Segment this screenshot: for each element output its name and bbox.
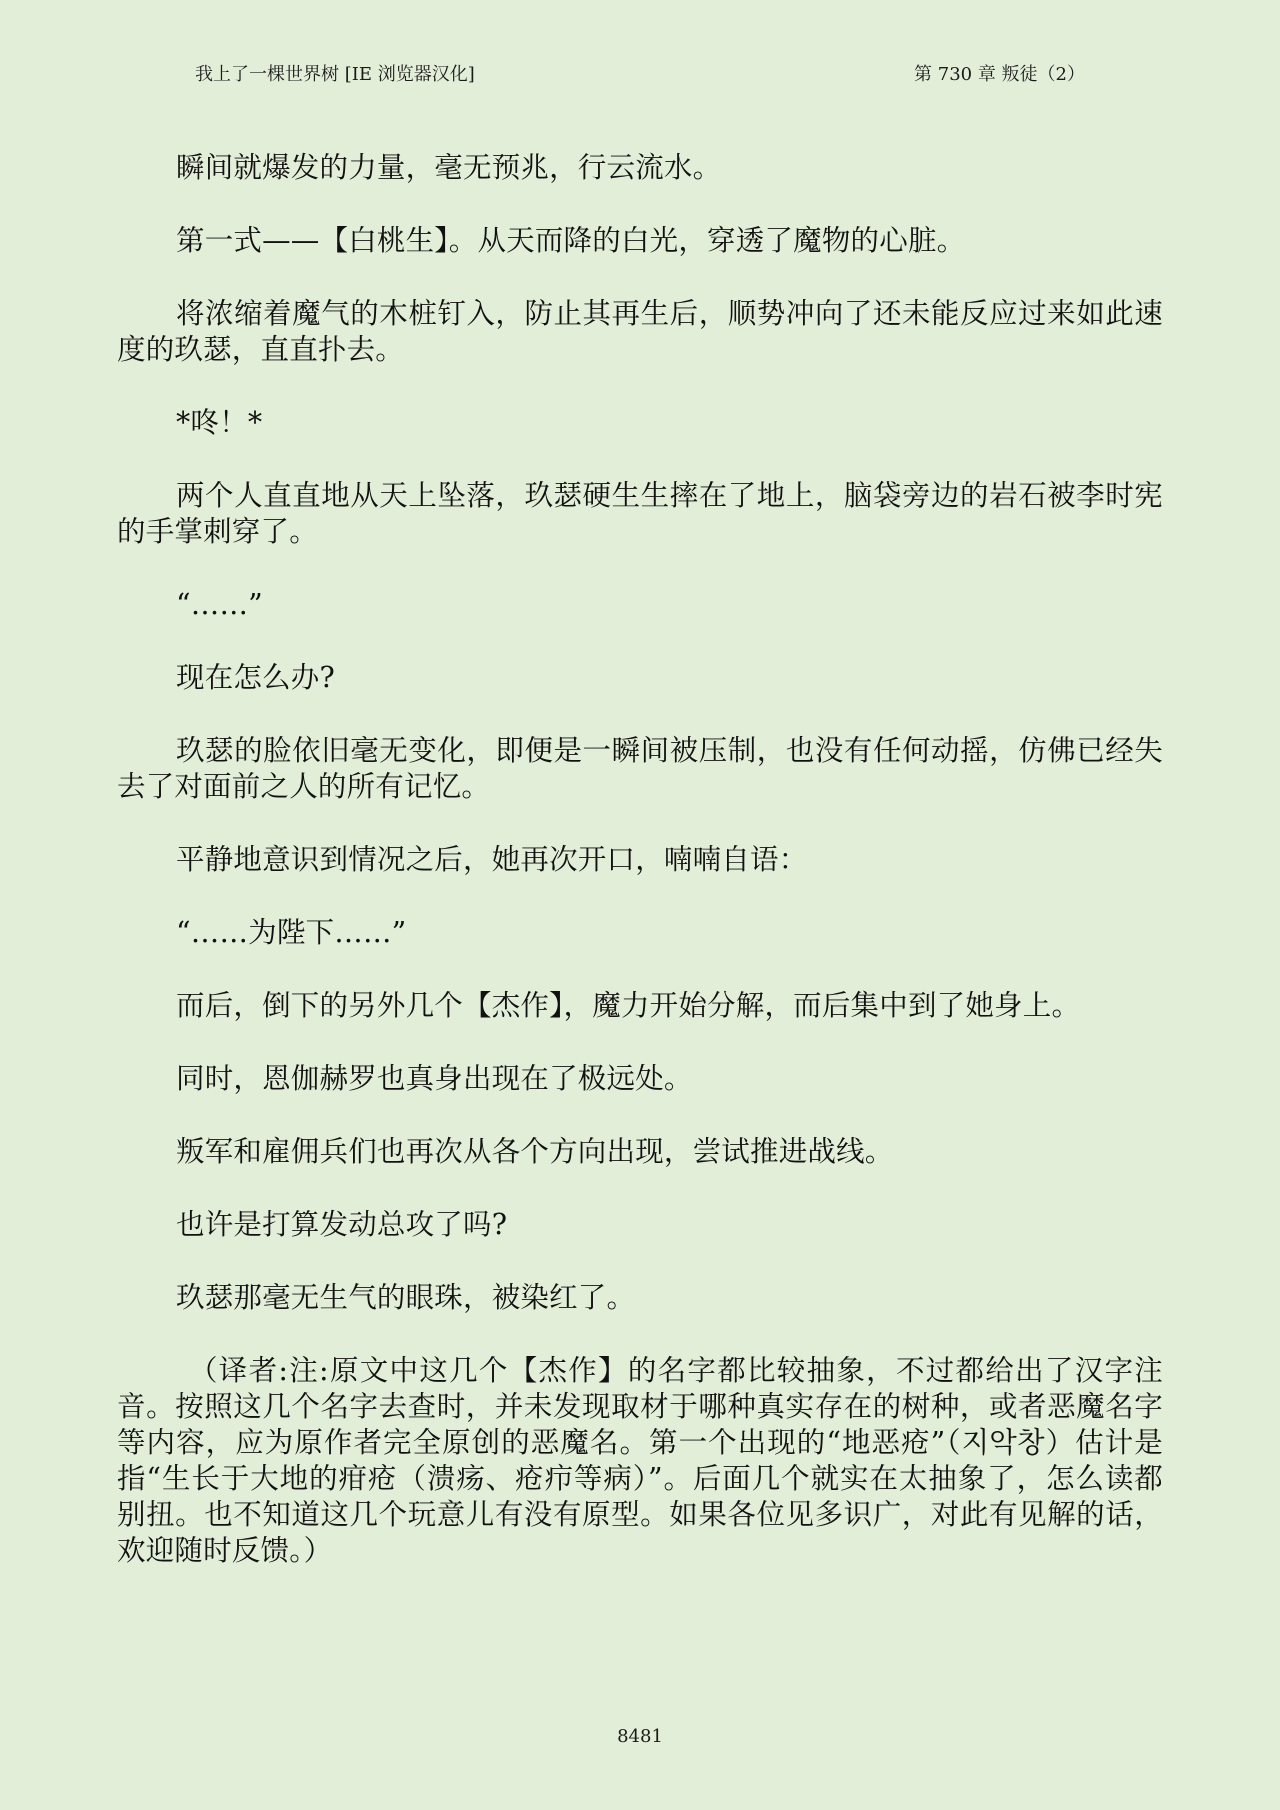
chapter-title: 第 730 章 叛徒（2） [914, 64, 1085, 85]
paragraph: 两个人直直地从天上坠落，玖瑟硬生生摔在了地上，脑袋旁边的岩石被李时宪的手掌刺穿了。 [117, 479, 1163, 548]
paragraph: 第一式——【白桃生】。从天而降的白光，穿透了魔物的心脏。 [176, 224, 966, 257]
paragraph: “……为陛下……” [176, 916, 407, 949]
paragraph: 也许是打算发动总攻了吗? [176, 1208, 508, 1241]
paragraph: 玖瑟的脸依旧毫无变化，即便是一瞬间被压制，也没有任何动摇，仿佛已经失去了对面前之人的所有记忆。 [117, 734, 1163, 803]
paragraph: 现在怎么办? [176, 661, 335, 694]
page-number: 8481 [617, 1726, 663, 1747]
paragraph: 将浓缩着魔气的木桩钉入，防止其再生后，顺势冲向了还未能反应过来如此速度的玖瑟，直直扑去。 [117, 297, 1163, 366]
paragraph: 玖瑟那毫无生气的眼珠，被染红了。 [176, 1281, 636, 1314]
chapter-body [117, 150, 1163, 1606]
paragraph: *咚！* [176, 406, 263, 439]
book-title: 我上了一棵世界树 [IE 浏览器汉化] [195, 64, 475, 85]
paragraph: 叛军和雇佣兵们也再次从各个方向出现，尝试推进战线。 [176, 1135, 894, 1168]
translator-note: （译者:注:原文中这几个【杰作】的名字都比较抽象，不过都给出了汉字注音。按照这几个名字去查时，并未发现取材于哪种真实存在的树种，或者恶魔名字等内容，应为原作者完全原创的恶魔名。第一个出现的“地恶疮”（지악창）估计是指“生长于大地的疳疮（溃疡、疮疖等病）”。后面几个就实在太抽象了，怎么读都别扭。也不知道这几个玩意儿有没有原型。如果各位见多识广，对此有见解的话，欢迎随时反馈。） [117, 1354, 1163, 1567]
paragraph: 而后，倒下的另外几个【杰作】，魔力开始分解，而后集中到了她身上。 [176, 989, 1081, 1022]
paragraph: 瞬间就爆发的力量，毫无预兆，行云流水。 [176, 151, 722, 184]
paragraph: “……” [176, 588, 263, 621]
paragraph: 同时，恩伽赫罗也真身出现在了极远处。 [176, 1062, 693, 1095]
page-header [195, 60, 1085, 90]
paragraph: 平静地意识到情况之后，她再次开口，喃喃自语： [176, 843, 808, 876]
